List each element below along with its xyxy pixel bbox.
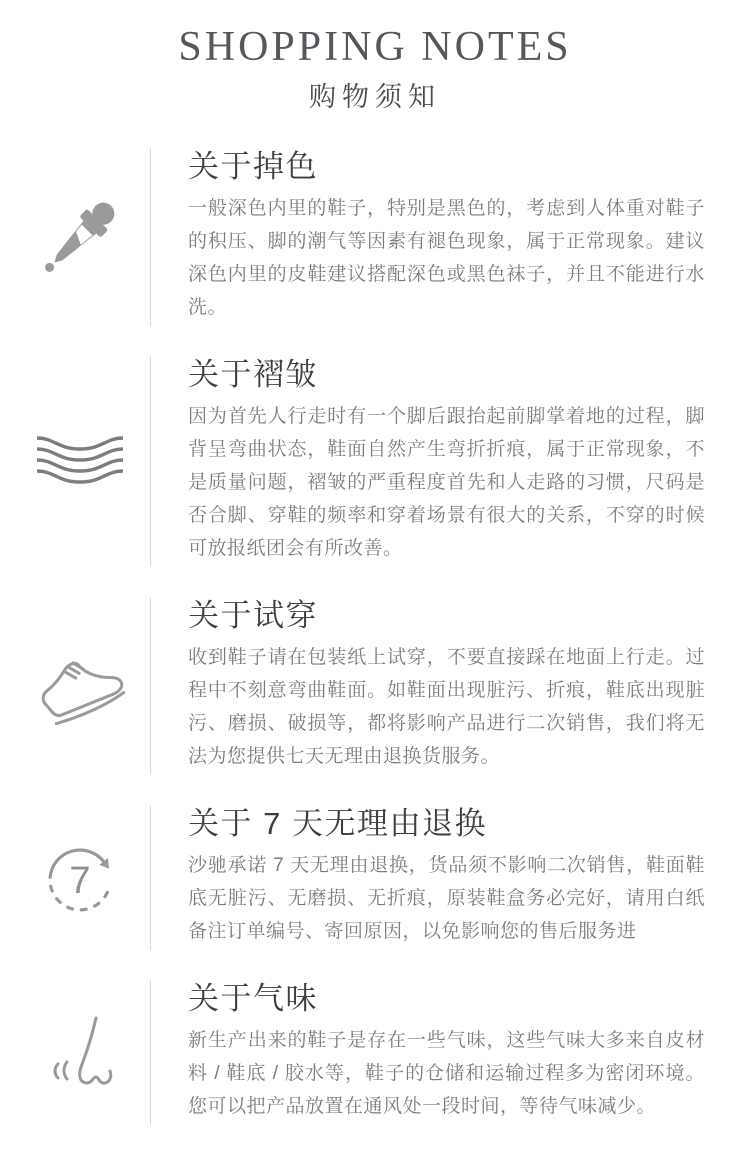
seven-day-cycle-icon bbox=[38, 834, 122, 922]
section-seven-day-heading: 关于 7 天无理由退换 bbox=[188, 806, 487, 841]
section-wrinkles-heading: 关于褶皱 bbox=[188, 357, 318, 392]
section-odor-text bbox=[150, 980, 750, 1125]
section-fading-text bbox=[150, 148, 750, 326]
section-odor-body: 新生产出来的鞋子是存在一些气味，这些气味大多来自皮材料 / 鞋底 / 胶水等，鞋子的仓储和运输过程多为密闭环境。您可以把产品放置在通风处一段时间，等待气味减少。 bbox=[188, 1030, 705, 1117]
section-odor bbox=[0, 980, 750, 1125]
section-fading-icon-col bbox=[0, 148, 150, 326]
section-seven-day-text bbox=[150, 805, 750, 950]
section-try-on-heading: 关于试穿 bbox=[188, 598, 318, 633]
section-wrinkles-body: 因为首先人行走时有一个脚后跟抬起前脚掌着地的过程，脚背呈弯曲状态，鞋面自然产生弯折折痕，属于正常现象，不是质量问题，褶皱的严重程度首先和人走路的习惯，尺码是否合脚、穿鞋的频率和穿着场景有很大的关系，不穿的时候可放报纸团会有所改善。 bbox=[188, 406, 705, 559]
page-header bbox=[0, 0, 750, 114]
section-wrinkles-text bbox=[150, 356, 750, 567]
section-try-on-icon-col bbox=[0, 597, 150, 775]
section-wrinkles bbox=[0, 356, 750, 567]
wrinkle-lines-icon bbox=[34, 433, 126, 491]
notes-section-list bbox=[0, 148, 750, 1125]
section-try-on bbox=[0, 597, 750, 775]
section-wrinkles-icon-col bbox=[0, 356, 150, 567]
section-seven-day-body: 沙驰承诺 7 天无理由退换，货品须不影响二次销售，鞋面鞋底无脏污、无磨损、无折痕，原装鞋盒务必完好，请用白纸备注订单编号、寄回原因，以免影响您的售后服务进 bbox=[188, 855, 705, 942]
section-try-on-body: 收到鞋子请在包装纸上试穿，不要直接踩在地面上行走。过程中不刻意弯曲鞋面。如鞋面出现脏污、折痕，鞋底出现脏污、磨损、破损等，都将影响产品进行二次销售，我们将无法为您提供七天无理由退换货服务。 bbox=[188, 647, 705, 767]
page-title-chinese: 购物须知 bbox=[309, 82, 441, 112]
dropper-icon bbox=[35, 190, 125, 285]
section-fading bbox=[0, 148, 750, 326]
seven-day-number: 7 bbox=[69, 859, 91, 902]
section-fading-heading: 关于掉色 bbox=[188, 149, 318, 184]
section-seven-day-icon-col bbox=[0, 805, 150, 950]
shoe-icon bbox=[28, 644, 132, 728]
section-odor-heading: 关于气味 bbox=[188, 981, 318, 1016]
page-title-english: SHOPPING NOTES bbox=[178, 24, 572, 70]
nose-smell-icon bbox=[40, 1010, 120, 1096]
section-try-on-text bbox=[150, 597, 750, 775]
section-odor-icon-col bbox=[0, 980, 150, 1125]
section-seven-day-return bbox=[0, 805, 750, 950]
section-fading-body: 一般深色内里的鞋子，特别是黑色的，考虑到人体重对鞋子的积压、脚的潮气等因素有褪色现象，属于正常现象。建议深色内里的皮鞋建议搭配深色或黑色袜子，并且不能进行水洗。 bbox=[188, 198, 705, 318]
